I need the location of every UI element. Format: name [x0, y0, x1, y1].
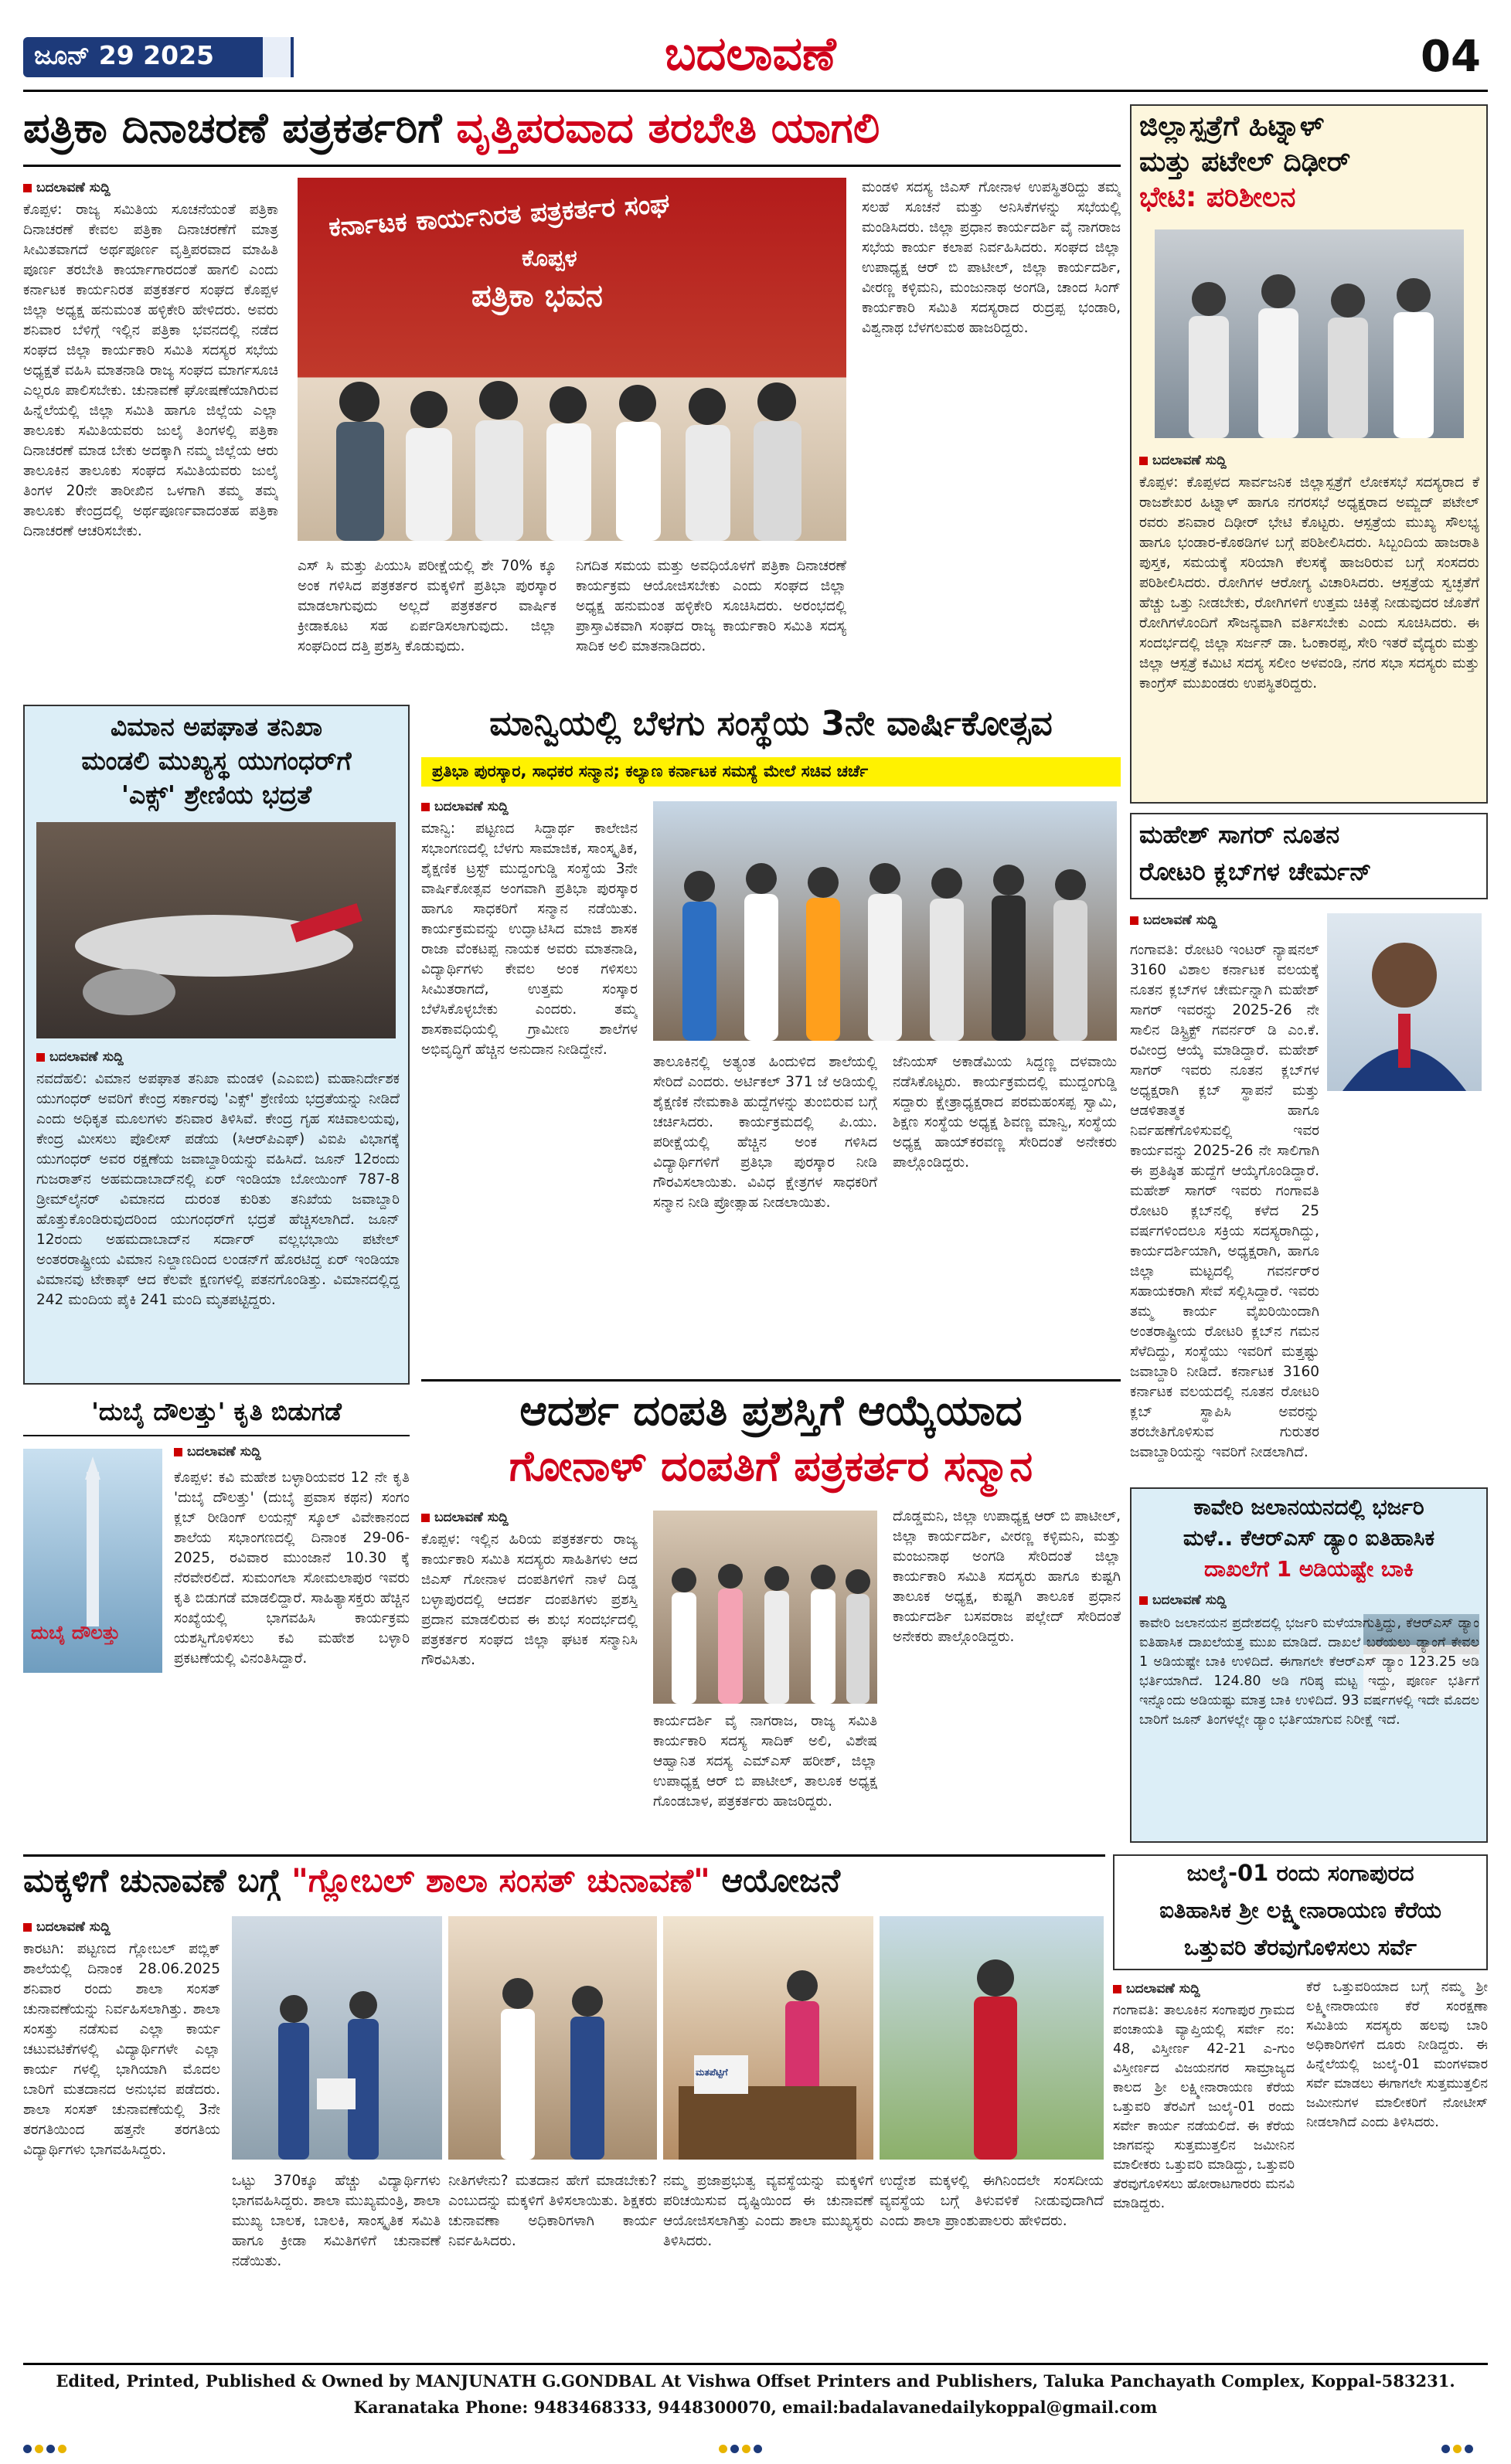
footer-line-2: Karanataka Phone: 9483468333, 9448300070, email:badalavanedailykoppal@gmail.com	[353, 2398, 1158, 2417]
july-headline-3: ಒತ್ತುವರಿ ತೆರವುಗೊಳಿಸಲು ಸರ್ವೆ	[1184, 1934, 1417, 1960]
manvi-col1-block	[421, 796, 638, 1368]
adarsha-col1-block	[421, 1507, 638, 1847]
byline: ಬದಲಾವಣೆ ಸುದ್ದಿ	[1139, 1592, 1479, 1608]
vimana-photo	[36, 822, 396, 1038]
lead-headline	[23, 104, 1121, 152]
adarsha-col2: ಕಾರ್ಯದರ್ಶಿ ವೈ ನಾಗರಾಜ, ರಾಜ್ಯ ಸಮಿತಿ ಕಾರ್ಯಕಾರಿ ಸದಸ್ಯ ಸಾದಿಕ್ ಅಲಿ, ವಿಶೇಷ ಆಹ್ವಾನಿತ ಸದಸ್ಯ ಎಮ್‌ಎಸ್ ಹರೀಶ್, ಜಿಲ್ಲಾ ಉಪಾಧ್ಯಕ್ಷ ಆರ್ ಬಿ ಪಾಟೀಲ್, ತಾಲೂಕ ಅಧ್ಯಕ್ಷ ಗೊಂಡಬಾಳ, ಪತ್ರಕರ್ತರು ಹಾಜರಿದ್ದರು.	[653, 1713, 877, 1810]
right-top-headline-2: ಮತ್ತು ಪಟೇಲ್ ದಿಢೀರ್	[1139, 146, 1351, 178]
right-top-text-block	[1139, 450, 1479, 797]
dubai-book-cover	[23, 1449, 162, 1673]
kaveri-headline-1: ಕಾವೇರಿ ಜಲಾನಯನದಲ್ಲಿ ಭರ್ಜರಿ	[1193, 1494, 1424, 1520]
photo-banner-line2: ಕೊಪ್ಪಳ	[522, 245, 577, 272]
dubai-rule	[23, 1435, 410, 1436]
lead-rule	[23, 165, 1121, 167]
right-top-headline-red: ಭೇಟಿ: ಪರಿಶೀಲನ	[1139, 182, 1296, 213]
school-photo-2	[448, 1916, 657, 2160]
july-col1: ಗಂಗಾವತಿ: ತಾಲೂಕಿನ ಸಂಗಾಪುರ ಗ್ರಾಮದ ಪಂಚಾಯತಿ ವ್ಯಾಪ್ತಿಯಲ್ಲಿ ಸರ್ವೇ ನಂ: 48, ವಿಸ್ತೀರ್ಣ 42-21 ಎ-ಗುಂ ವಿಸ್ತೀರ್ಣದ ವಿಜಯನಗರ ಸಾಮ್ರಾಜ್ಯದ ಕಾಲದ ಶ್ರೀ ಲಕ್ಷ್ಮೀನಾರಾಯಣ ಕೆರೆಯ ಒತ್ತುವರಿ ತೆರವಿಗೆ ಜುಲೈ-01 ರಂದು ಸರ್ವೇ ಕಾರ್ಯ ನಡೆಯಲಿದೆ. ಈ ಕೆರೆಯ ಜಾಗವನ್ನು ಸುತ್ತಮುತ್ತಲಿನ ಜಮೀನಿನ ಮಾಲೀಕರು ಒತ್ತುವರಿ ಮಾಡಿದ್ದು, ಒತ್ತುವರಿ ತೆರವುಗೊಳಿಸಲು ಹೋರಾಟಗಾರರು ಮನವಿ ಮಾಡಿದ್ದರು.	[1113, 2003, 1295, 2211]
vimana-story	[23, 705, 410, 1385]
vimana-headline-2: ಮಂಡಲಿ ಮುಖ್ಯಸ್ಥ ಯುಗಂಧರ್‌ಗೆ	[81, 746, 352, 776]
masthead	[0, 0, 1511, 93]
kaveri-byline-block	[1139, 1589, 1479, 1613]
adarsha-story	[421, 1379, 1121, 1851]
july-headline-2: ಐತಿಹಾಸಿಕ ಶ್ರೀ ಲಕ್ಷ್ಮೀನಾರಾಯಣ ಕೆರೆಯ	[1159, 1897, 1441, 1923]
july-story	[1113, 1854, 1488, 2357]
school-col1: ಕಾರಟಗಿ: ಪಟ್ಟಣದ ಗ್ಲೋಬಲ್ ಪಬ್ಲಿಕ್ ಶಾಲೆಯಲ್ಲಿ ದಿನಾಂಕ 28.06.2025 ಶನಿವಾರ ರಂದು ಶಾಲಾ ಸಂಸತ್ ಚುನಾವಣೆಯನ್ನು ನಿರ್ವಹಿಸಲಾಗಿತ್ತು. ಶಾಲಾ ಸಂಸತ್ತು ನಡೆಸುವ ಎಲ್ಲಾ ಕಾರ್ಯ ಚಟುವಟಿಕೆಗಳಲ್ಲಿ ವಿದ್ಯಾರ್ಥಿಗಳೇ ಎಲ್ಲಾ ಕಾರ್ಯ ಗಳಲ್ಲಿ ಭಾಗಿಯಾಗಿ ಮೊದಲ ಬಾರಿಗೆ ಮತದಾನದ ಅನುಭವ ಪಡೆದರು. ಶಾಲಾ ಸಂಸತ್ ಚುನಾವಣೆಯಲ್ಲಿ 3ನೇ ತರಗತಿಯಿಂದ ಹತ್ತನೇ ತರಗತಿಯ ವಿದ್ಯಾರ್ಥಿಗಳು ಭಾಗವಹಿಸಿದ್ದರು.	[23, 1941, 220, 2158]
school-photo-3	[663, 1916, 873, 2160]
school-col4: ನಮ್ಮ ಪ್ರಜಾಪ್ರಭುತ್ವ ವ್ಯವಸ್ಥೆಯನ್ನು ಮಕ್ಕಳಿಗೆ ಪರಿಚಯಿಸುವ ದೃಷ್ಟಿಯಿಂದ ಈ ಚುನಾವಣೆ ಆಯೋಜಿಸಲಾಗಿತ್ತು ಎಂದು ಶಾಲಾ ಮುಖ್ಯಸ್ಥರು ತಿಳಿಸಿದರು.	[663, 2173, 873, 2249]
vimana-text-block	[36, 1046, 400, 1378]
kaveri-headline-3: ದಾಖಲೆಗೆ 1 ಅಡಿಯಷ್ಟೇ ಬಾಕಿ	[1203, 1556, 1414, 1582]
footer-rule	[23, 2363, 1488, 2365]
school-story	[23, 1854, 1105, 2357]
mahesh-story	[1130, 813, 1488, 1477]
mahesh-portrait	[1327, 913, 1482, 1091]
adarsha-headline-1: ಆದರ್ಶ ದಂಪತಿ ಪ್ರಶಸ್ತಿಗೆ ಆಯ್ಕೆಯಾದ	[519, 1386, 1023, 1435]
page-number: 04	[1421, 32, 1481, 82]
lead-headline-red: ವೃತ್ತಿಪರವಾದ ತರಬೇತಿ ಯಾಗಲಿ	[456, 104, 880, 152]
school-headline-post: ಆಯೋಜನೆ	[721, 1861, 841, 1899]
byline: ಬದಲಾವಣೆ ಸುದ್ದಿ	[23, 180, 278, 195]
kaveri-story	[1130, 1487, 1488, 1843]
school-photo-1	[232, 1916, 442, 2160]
manvi-headline: ಮಾನ್ವಿಯಲ್ಲಿ ಬೆಳಗು ಸಂಸ್ಥೆಯ 3ನೇ ವಾರ್ಷಿಕೋತ್ಸವ	[489, 705, 1053, 743]
manvi-subhead: ಪ್ರತಿಭಾ ಪುರಸ್ಕಾರ, ಸಾಧಕರ ಸನ್ಮಾನ; ಕಲ್ಯಾಣ ಕರ್ನಾಟಕ ಸಮಸ್ಯೆ ಮೇಲೆ ಸಚಿವ ಚರ್ಚೆ	[432, 762, 869, 780]
photo-banner-line1: ಕರ್ನಾಟಕ ಕಾರ್ಯನಿರತ ಪತ್ರಕರ್ತರ ಸಂಘ	[328, 188, 671, 243]
adarsha-photo	[653, 1511, 877, 1704]
school-photo-4	[880, 1916, 1104, 2160]
school-top-rule	[23, 1854, 1105, 1857]
school-headline-red: "ಗ್ಲೋಬಲ್ ಶಾಲಾ ಸಂಸತ್ ಚುನಾವಣೆ"	[291, 1861, 710, 1899]
lead-photo	[298, 178, 846, 541]
mahesh-body: ಗಂಗಾವತಿ: ರೋಟರಿ ಇಂಟರ್ ನ್ಯಾಷನಲ್ 3160 ವಿಶಾಲ ಕರ್ನಾಟಕ ವಲಯಕ್ಕೆ ನೂತನ ಕ್ಲಬ್‌ಗಳ ಚೇರ್ಮನ್ನಾಗಿ ಮಹೇಶ್ ಸಾಗರ್ ಇವರನ್ನು 2025-26 ನೇ ಸಾಲಿನ ಡಿಸ್ಟ್ರಿಕ್ಟ್ ಗವರ್ನರ್ ಡಿ ಎಂ.ಕೆ. ರವೀಂದ್ರ ಆಯ್ಕೆ ಮಾಡಿದ್ದಾರೆ. ಮಹೇಶ್ ಸಾಗರ್ ಇವರು ನೂತನ ಕ್ಲಬ್‌ಗಳ ಅಧ್ಯಕ್ಷರಾಗಿ ಕ್ಲಬ್ ಸ್ಥಾಪನೆ ಮತ್ತು ಆಡಳಿತಾತ್ಮಕ ಹಾಗೂ ನಿರ್ವಹಣೆಗೊಳಿಸುವಲ್ಲಿ ಇವರ ಕಾರ್ಯವನ್ನು 2025-26 ನೇ ಸಾಲಿಗಾಗಿ ಈ ಪ್ರತಿಷ್ಠಿತ ಹುದ್ದೆಗೆ ಆಯ್ಕೆಗೊಂಡಿದ್ದಾರೆ. ಮಹೇಶ್ ಸಾಗರ್ ಇವರು ಗಂಗಾವತಿ ರೋಟರಿ ಕ್ಲಬ್‌ನಲ್ಲಿ ಕಳೆದ 25 ವರ್ಷಗಳಿಂದಲೂ ಸಕ್ರಿಯ ಸದಸ್ಯರಾಗಿದ್ದು, ಕಾರ್ಯದರ್ಶಿಯಾಗಿ, ಅಧ್ಯಕ್ಷರಾಗಿ, ಹಾಗೂ ಜಿಲ್ಲಾ ಮಟ್ಟದಲ್ಲಿ ಗವರ್ನರ್‌ರ ಸಹಾಯಕರಾಗಿ ಸೇವೆ ಸಲ್ಲಿಸಿದ್ದಾರೆ. ಇವರು ತಮ್ಮ ಕಾರ್ಯ ವೈಖರಿಯಿಂದಾಗಿ ಅಂತರಾಷ್ಟ್ರೀಯ ರೋಟರಿ ಕ್ಲಬ್‌ನ ಗಮನ ಸೆಳೆದಿದ್ದು, ಸಂಸ್ಥೆಯು ಇವರಿಗೆ ಮತ್ತಷ್ಟು ಜವಾಬ್ದಾರಿ ನೀಡಿದೆ. ಕರ್ನಾಟಕ 3160 ಕರ್ನಾಟಕ ವಲಯದಲ್ಲಿ ನೂತನ ರೋಟರಿ ಕ್ಲಬ್ ಸ್ಥಾಪಿಸಿ ಅವರನ್ನು ತರಬೇತಿಗೊಳಿಸುವ ಗುರುತರ ಜವಾಬ್ದಾರಿಯನ್ನು ಇವರಿಗೆ ನೀಡಲಾಗಿದೆ.	[1130, 942, 1319, 1460]
school-headline	[23, 1862, 1105, 1899]
byline: ಬದಲಾವಣೆ ಸುದ್ದಿ	[421, 1510, 638, 1525]
manvi-photo	[653, 801, 1117, 1041]
photo-banner-line3: ಪತ್ರಿಕಾ ಭವನ	[471, 278, 603, 314]
masthead-rule	[23, 90, 1488, 92]
byline: ಬದಲಾವಣೆ ಸುದ್ದಿ	[1113, 1981, 1295, 1997]
masthead-date: ಜೂನ್ 29 2025	[34, 40, 215, 70]
kaveri-headline-2: ಮಳೆ.. ಕೆಆರ್‌ಎಸ್ ಡ್ಯಾಂ ಐತಿಹಾಸಿಕ	[1183, 1525, 1435, 1551]
footer-line-1: Edited, Printed, Published & Owned by MANJUNATH G.GONDBAL At Vishwa Offset Printers and Publishers, Taluka Panchayath Complex, Koppal-583231.	[56, 2371, 1455, 2391]
school-headline-pre: ಮಕ್ಕಳಿಗೆ ಚುನಾವಣೆ ಬಗ್ಗೆ	[23, 1861, 281, 1899]
school-col3: ನೀತಿಗಳೇನು? ಮತದಾನ ಹೇಗೆ ಮಾಡಬೇಕು? ಎಂಬುದನ್ನು ಮಕ್ಕಳಿಗೆ ತಿಳಿಸಲಾಯಿತು. ಶಿಕ್ಷಕರು ಚುನಾವಣಾ ಅಧಿಕಾರಿಗಳಾಗಿ ಕಾರ್ಯ ನಿರ್ವಹಿಸಿದರು.	[448, 2173, 657, 2249]
school-col5: ಉದ್ದೇಶ ಮಕ್ಕಳಲ್ಲಿ ಈಗಿನಿಂದಲೇ ಸಂಸದೀಯ ವ್ಯವಸ್ಥೆಯ ಬಗ್ಗೆ ತಿಳುವಳಿಕೆ ನೀಡುವುದಾಗಿದೆ ಎಂದು ಶಾಲಾ ಪ್ರಾಂಶುಪಾಲರು ಹೇಳಿದರು.	[880, 2173, 1104, 2229]
dubai-story	[23, 1395, 410, 1851]
photo-people	[328, 355, 823, 541]
school-col2: ಒಟ್ಟು 370ಕ್ಕೂ ಹೆಚ್ಚು ವಿದ್ಯಾರ್ಥಿಗಳು ಭಾಗವಹಿಸಿದ್ದರು. ಶಾಲಾ ಮುಖ್ಯಮಂತ್ರಿ, ಶಾಲಾ ಮುಖ್ಯ ಬಾಲಕ, ಬಾಲಕಿ, ಸಾಂಸ್ಕೃತಿಕ ಸಮಿತಿ ಹಾಗೂ ಕ್ರೀಡಾ ಸಮಿತಿಗಳಿಗೆ ಚುನಾವಣೆ ನಡೆಯಿತು.	[232, 2173, 441, 2269]
lead-story	[23, 104, 1121, 699]
masthead-title: ಬದಲಾವಣೆ	[665, 27, 836, 81]
lead-column-1	[23, 177, 278, 695]
masthead-date-badge-edge	[263, 37, 294, 77]
july-col2: ಕೆರೆ ಒತ್ತುವರಿಯಾದ ಬಗ್ಗೆ ನಮ್ಮ ಶ್ರೀ ಲಕ್ಷ್ಮೀನಾರಾಯಣ ಕೆರೆ ಸಂರಕ್ಷಣಾ ಸಮಿತಿಯ ಸದಸ್ಯರು ಹಲವು ಬಾರಿ ಅಧಿಕಾರಿಗಳಿಗೆ ದೂರು ನೀಡಿದ್ದರು. ಈ ಹಿನ್ನೆಲೆಯಲ್ಲಿ ಜುಲೈ-01 ಮಂಗಳವಾರ ಸರ್ವೆ ಮಾಡಲು ಈಗಾಗಲೇ ಸುತ್ತಮುತ್ತಲಿನ ಜಮೀನುಗಳ ಮಾಲೀಕರಿಗೆ ನೋಟೀಸ್ ನೀಡಲಾಗಿದೆ ಎಂದು ತಿಳಿಸಿದರು.	[1306, 1980, 1488, 2130]
right-top-headline-1: ಜಿಲ್ಲಾಸ್ಪತ್ರೆಗೆ ಹಿಟ್ನಾಳ್	[1139, 110, 1324, 142]
lead-headline-black: ಪತ್ರಿಕಾ ದಿನಾಚರಣೆ ಪತ್ರಕರ್ತರಿಗೆ	[23, 104, 442, 152]
mahesh-headline-2: ರೋಟರಿ ಕ್ಲಬ್‌ಗಳ ಚೇರ್ಮನ್	[1139, 857, 1372, 886]
lead-col1-text: ಕೊಪ್ಪಳ: ರಾಜ್ಯ ಸಮಿತಿಯ ಸೂಚನೆಯಂತೆ ಪತ್ರಿಕಾ ದಿನಾಚರಣೆ ಕೇವಲ ಪತ್ರಿಕಾ ದಿನಾಚರಣೆಗೆ ಮಾತ್ರ ಸೀಮಿತವಾಗದೆ ಅರ್ಥಪೂರ್ಣ ವೃತ್ತಿಪರವಾದ ಮಾಹಿತಿ ಪೂರ್ಣ ತರಬೇತಿ ಕಾರ್ಯಾಗಾರದಂತೆ ಹಾಗಲಿ ಎಂದು ಕರ್ನಾಟಕ ಕಾರ್ಯನಿರತ ಪತ್ರಕರ್ತರ ಸಂಘದ ಕೊಪ್ಪಳ ಜಿಲ್ಲಾ ಅಧ್ಯಕ್ಷ ಹನುಮಂತ ಹಳ್ಳಿಕೇರಿ ಹೇಳಿದರು. ಅವರು ಶನಿವಾರ ಬೆಳಿಗ್ಗೆ ಇಲ್ಲಿನ ಪತ್ರಿಕಾ ಭವನದಲ್ಲಿ ನಡೆದ ಸಂಘದ ಜಿಲ್ಲಾ ಕಾರ್ಯಕಾರಿ ಸಮಿತಿ ಸದಸ್ಯರ ಸಭೆಯ ಅಧ್ಯಕ್ಷತೆ ವಹಿಸಿ ಮಾತನಾಡಿ ರಾಜ್ಯ ಸಂಘದ ಮಾರ್ಗಸೂಚಿ ಎಲ್ಲರೂ ಪಾಲಿಸಬೇಕು. ಚುನಾವಣೆ ಘೋಷಣೆಯಾಗಿರುವ ಹಿನ್ನೆಲೆಯಲ್ಲಿ ಜಿಲ್ಲಾ ಸಮಿತಿ ಹಾಗೂ ಜಿಲ್ಲೆಯ ಎಲ್ಲಾ ತಾಲೂಕು ಸಮಿತಿಯವರು ಜುಲೈ ತಿಂಗಳಲ್ಲಿ ಪತ್ರಿಕಾ ದಿನಾಚರಣೆ ಮಾಡ ಬೇಕು ಅದಕ್ಕಾಗಿ ನಮ್ಮ ಜಿಲ್ಲೆಯ ಆರು ತಾಲೂಕಿನ ತಾಲೂಕು ಸಂಘದ ಸಮಿತಿಯವರು ಜುಲೈ ತಿಂಗಳ 20ನೇ ತಾರೀಖಿನ ಒಳಗಾಗಿ ತಮ್ಮ ತಮ್ಮ ತಾಲೂಕು ಕೇಂದ್ರದಲ್ಲಿ ಅರ್ಥಪೂರ್ಣವಾದಂತಹ ಪತ್ರಿಕಾ ದಿನಾಚರಣೆ ಆಚರಿಸಬೇಕು.	[23, 202, 278, 539]
manvi-col1: ಮಾನ್ವಿ: ಪಟ್ಟಣದ ಸಿದ್ದಾರ್ಥ ಕಾಲೇಜಿನ ಸಭಾಂಗಣದಲ್ಲಿ ಬೆಳಗು ಸಾಮಾಜಿಕ, ಸಾಂಸ್ಕೃತಿಕ, ಶೈಕ್ಷಣಿಕ ಟ್ರಸ್ಟ್ ಮುದ್ದಂಗುಡ್ಡಿ ಸಂಸ್ಥೆಯ 3ನೇ ವಾರ್ಷಿಕೋತ್ಸವ ಅಂಗವಾಗಿ ಪ್ರತಿಭಾ ಪುರಸ್ಕಾರ ಹಾಗೂ ಸಾಧಕರಿಗೆ ಸನ್ಮಾನ ನಡೆಯಿತು. ಕಾರ್ಯಕ್ರಮವನ್ನು ಉದ್ಘಾಟಿಸಿದ ಮಾಜಿ ಶಾಸಕ ರಾಜಾ ವೆಂಕಟಪ್ಪ ನಾಯಕ ಅವರು ಮಾತನಾಡಿ, ವಿದ್ಯಾರ್ಥಿಗಳು ಕೇವಲ ಅಂಕ ಗಳಿಸಲು ಸೀಮಿತರಾಗದೆ, ಉತ್ತಮ ಸಂಸ್ಕಾರ ಬೆಳೆಸಿಕೊಳ್ಳಬೇಕು ಎಂದರು. ತಮ್ಮ ಶಾಸಕಾವಧಿಯಲ್ಲಿ ಗ್ರಾಮೀಣ ಶಾಲೆಗಳ ಅಭಿವೃದ್ಧಿಗೆ ಹೆಚ್ಚಿನ ಅನುದಾನ ನೀಡಿದ್ದೇನೆ.	[421, 821, 638, 1058]
lead-col4-text: ನಿಗದಿತ ಸಮಯ ಮತ್ತು ಅವಧಿಯೊಳಗೆ ಪತ್ರಿಕಾ ದಿನಾಚರಣೆ ಕಾರ್ಯಕ್ರಮ ಆಯೋಜಿಸಬೇಕು ಎಂದು ಸಂಘದ ಜಿಲ್ಲಾ ಅಧ್ಯಕ್ಷ ಹನುಮಂತ ಹಳ್ಳಿಕೇರಿ ಸೂಚಿಸಿದರು. ಅರಂಭದಲ್ಲಿ ಪ್ರಾಸ್ತಾವಿಕವಾಗಿ ಸಂಘದ ರಾಜ್ಯ ಕಾರ್ಯಕಾರಿ ಸಮಿತಿ ಸದಸ್ಯ ಸಾದಿಕ ಅಲಿ ಮಾತನಾಡಿದರು.	[576, 558, 846, 654]
adarsha-col1: ಕೊಪ್ಪಳ: ಇಲ್ಲಿನ ಹಿರಿಯ ಪತ್ರಕರ್ತರು ರಾಜ್ಯ ಕಾರ್ಯಕಾರಿ ಸಮಿತಿ ಸದಸ್ಯರು ಸಾಹಿತಿಗಳು ಆದ ಜಿಎಸ್ ಗೋನಾಳ ದಂಪತಿಗಳಿಗೆ ನಾಳೆ ದಿಡ್ಡ ಬಳ್ಳಾಪುರದಲ್ಲಿ ಆದರ್ಶ ದಂಪತಿಗಳು ಪ್ರಶಸ್ತಿ ಪ್ರದಾನ ಮಾಡಲಿರುವ ಈ ಶುಭ ಸಂದರ್ಭದಲ್ಲಿ ಪತ್ರಕರ್ತರ ಸಂಘದ ಜಿಲ್ಲಾ ಘಟಕ ಸನ್ಮಾನಿಸಿ ಗೌರವಿಸಿತು.	[421, 1531, 638, 1668]
dubai-book-title: ದುಬೈ ದೌಲತ್ತು	[31, 1622, 121, 1643]
manvi-col3: ಜೆನಿಯಸ್ ಅಕಾಡೆಮಿಯ ಸಿದ್ದಣ್ಣ ದಳವಾಯಿ ನಡೆಸಿಕೊಟ್ಟರು. ಕಾರ್ಯಕ್ರಮದಲ್ಲಿ ಮುದ್ದಂಗುಡ್ಡಿ ಸದ್ದಾರು ಕ್ಷೇತ್ರಾಧ್ಯಕ್ಷರಾದ ಪರಮಹಂಸಪ್ಪ ಸ್ವಾಮಿ, ಶಿಕ್ಷಣ ಸಂಸ್ಥೆಯ ಅಧ್ಯಕ್ಷ ಶಿವಣ್ಣ ಮಾನ್ವಿ, ಸಂಸ್ಥೆಯ ಅಧ್ಯಕ್ಷ ಹಾಯ್‌ಕರವಣ್ಣ ಸೇರಿದಂತೆ ಅನೇಕರು ಪಾಲ್ಗೊಂಡಿದ್ದರು.	[893, 1054, 1117, 1171]
right-top-body: ಕೊಪ್ಪಳ: ಕೊಪ್ಪಳದ ಸಾರ್ವಜನಿಕ ಜಿಲ್ಲಾಸ್ಪತ್ರೆಗೆ ಲೋಕಸಭೆ ಸದಸ್ಯರಾದ ಕೆ ರಾಜಶೇಖರ ಹಿಟ್ನಾಳ್ ಹಾಗೂ ನಗರಸಭೆ ಅಧ್ಯಕ್ಷರಾದ ಅಮ್ಜದ್ ಪಟೇಲ್ ರವರು ಶನಿವಾರ ದಿಢೀರ್ ಭೇಟಿ ಕೊಟ್ಟರು. ಆಸ್ಪತ್ರೆಯ ಮುಖ್ಯ ಸೌಲಭ್ಯ ಹಾಗೂ ಭಂಡಾರ-ಕೊಠಡಿಗಳ ಬಗ್ಗೆ ಪರಿಶೀಲಿಸಿದರು. ಸಿಬ್ಬಂದಿಯ ಹಾಜರಾತಿ ಪುಸ್ತಕ, ಸಮಯಕ್ಕೆ ಸರಿಯಾಗಿ ಕೆಲಸಕ್ಕೆ ಹಾಜರಿರುವ ಬಗ್ಗೆ ಸಂಸದರು ಪರಿಶೀಲಿಸಿದರು. ರೋಗಿಗಳ ಆರೋಗ್ಯ ವಿಚಾರಿಸಿದರು. ಆಸ್ಪತ್ರೆಯ ಸ್ವಚ್ಛತೆಗೆ ಹೆಚ್ಚು ಒತ್ತು ನೀಡಬೇಕು, ರೋಗಿಗಳಿಗೆ ಉತ್ತಮ ಚಿಕಿತ್ಸೆ ನೀಡುವುದರ ಜೊತೆಗೆ ರೋಗಿಗಳೊಂದಿಗೆ ಸೌಜನ್ಯವಾಗಿ ವರ್ತಿಸಬೇಕು ಎಂದು ಸೂಚಿಸಿದರು. ಈ ಸಂದರ್ಭದಲ್ಲಿ ಜಿಲ್ಲಾ ಸರ್ಜನ್ ಡಾ. ಓಂಕಾರಪ್ಪ, ಸೇರಿ ಇತರೆ ವೈದ್ಯರು ಮತ್ತು ಜಿಲ್ಲಾ ಆಸ್ಪತ್ರೆ ಕಮಿಟಿ ಸದಸ್ಯ ಸಲೀಂ ಅಳವಂಡಿ, ನಗರ ಸಭಾ ಸದಸ್ಯರು ಮತ್ತು ಕಾಂಗ್ರೆಸ್ ಮುಖಂಡರು ಉಪಸ್ಥಿತರಿದ್ದರು.	[1139, 474, 1479, 692]
footer-dots-right	[1441, 2442, 1476, 2456]
manvi-col2: ತಾಲೂಕಿನಲ್ಲಿ ಅತ್ಯಂತ ಹಿಂದುಳಿದ ಶಾಲೆಯಲ್ಲಿ ಸೇರಿದೆ ಎಂದರು. ಅರ್ಟಿಕಲ್ 371 ಜೆ ಅಡಿಯಲ್ಲಿ ಶೈಕ್ಷಣಿಕ ನೇಮಕಾತಿ ಹುದ್ದೆಗಳನ್ನು ತುಂಬಿರುವ ಬಗ್ಗೆ ಚರ್ಚಿಸಿದರು. ಕಾರ್ಯಕ್ರಮದಲ್ಲಿ ಪಿ.ಯು. ಪರೀಕ್ಷೆಯಲ್ಲಿ ಹೆಚ್ಚಿನ ಅಂಕ ಗಳಿಸಿದ ವಿದ್ಯಾರ್ಥಿಗಳಿಗೆ ಪ್ರತಿಭಾ ಪುರಸ್ಕಾರ ನೀಡಿ ಗೌರವಿಸಲಾಯಿತು. ವಿವಿಧ ಕ್ಷೇತ್ರಗಳ ಸಾಧಕರಿಗೆ ಸನ್ಮಾನ ನೀಡಿ ಪ್ರೋತ್ಸಾಹ ನೀಡಲಾಯಿತು.	[653, 1054, 877, 1211]
adarsha-col3: ದೊಡ್ಡಮನಿ, ಜಿಲ್ಲಾ ಉಪಾಧ್ಯಕ್ಷ ಆರ್ ಬಿ ಪಾಟೀಲ್, ಜಿಲ್ಲಾ ಕಾರ್ಯದರ್ಶಿ, ವೀರಣ್ಣ ಕಳ್ಳಿಮನಿ, ಮತ್ತು ಮಂಜುನಾಥ ಅಂಗಡಿ ಸೇರಿದಂತೆ ಜಿಲ್ಲಾ ಕಾರ್ಯಕಾರಿ ಸಮಿತಿ ಸದಸ್ಯರು ಹಾಗೂ ಕುಷ್ಟಗಿ ತಾಲೂಕ ಅಧ್ಯಕ್ಷ, ಕುಷ್ಟಗಿ ತಾಲೂಕ ಪ್ರಧಾನ ಕಾರ್ಯದರ್ಶಿ ಬಸವರಾಜ ಪಲ್ಲೇದ್ ಸೇರಿದಂತೆ ಅನೇಕರು ಪಾಲ್ಗೊಂಡಿದ್ದರು.	[893, 1508, 1121, 1645]
byline: ಬದಲಾವಣೆ ಸುದ್ದಿ	[421, 799, 638, 814]
right-top-photo	[1155, 229, 1464, 438]
lead-col5-text: ಮಂಡಳಿ ಸದಸ್ಯ ಜಿಎಸ್ ಗೋನಾಳ ಉಪಸ್ಥಿತರಿದ್ದು ತಮ್ಮ ಸಲಹೆ ಸೂಚನೆ ಮತ್ತು ಅನಿಸಿಕೆಗಳನ್ನು ಸಭೆಯಲ್ಲಿ ಮಂಡಿಸಿದರು. ಜಿಲ್ಲಾ ಪ್ರಧಾನ ಕಾರ್ಯದರ್ಶಿ ವೈ ನಾಗರಾಜ ಸಭೆಯ ಕಾರ್ಯ ಕಲಾಪ ನಿರ್ವಹಿಸಿದರು. ಸಂಘದ ಜಿಲ್ಲಾ ಉಪಾಧ್ಯಕ್ಷ ಆರ್ ಬಿ ಪಾಟೀಲ್, ಜಿಲ್ಲಾ ಕಾರ್ಯದರ್ಶಿ, ವೀರಣ್ಣ ಕಳ್ಳಿಮನಿ, ಮಂಜುನಾಥ ಅಂಗಡಿ, ಚಾಂದ ಸಿಂಗ್ ಕಾರ್ಯಕಾರಿ ಸಮಿತಿ ಸದಸ್ಯರಾದ ರುದ್ರಪ್ಪ ಭಂಡಾರಿ, ವಿಶ್ವನಾಥ ಬೆಳಗಲಮಠ ಹಾಜರಿದ್ದರು.	[862, 179, 1121, 336]
dubai-body: ಕೊಪ್ಪಳ: ಕವಿ ಮಹೇಶ ಬಳ್ಳಾರಿಯವರ 12 ನೇ ಕೃತಿ 'ದುಬೈ ದೌಲತ್ತು' (ದುಬೈ ಪ್ರವಾಸ ಕಥನ) ಸಂಗಂ ಕ್ಲಬ್ ರೀಡಿಂಗ್ ಲಯನ್ಸ್ ಸ್ಕೂಲ್ ವಿವೇಕಾನಂದ ಶಾಲೆಯ ಸಭಾಂಗಣದಲ್ಲಿ ದಿನಾಂಕ 29-06-2025, ರವಿವಾರ ಮುಂಜಾನೆ 10.30 ಕ್ಕೆ ನೆರವೇರಲಿದೆ. ಸುಮಂಗಲಾ ಸೋಮಲಾಪುರ ಇವರು ಕೃತಿ ಬಿಡುಗಡೆ ಮಾಡಲಿದ್ದಾರೆ. ಸಾಹಿತ್ಯಾಸಕ್ತರು ಹೆಚ್ಚಿನ ಸಂಖ್ಯೆಯಲ್ಲಿ ಭಾಗವಹಿಸಿ ಕಾರ್ಯಕ್ರಮ ಯಶಸ್ವಿಗೊಳಿಸಲು ಕವಿ ಮಹೇಶ ಬಳ್ಳಾರಿ ಪ್ರಕಟಣೆಯಲ್ಲಿ ವಿನಂತಿಸಿದ್ದಾರೆ.	[174, 1470, 410, 1667]
adarsha-top-rule	[421, 1379, 1121, 1382]
school-ballot-label: ಮತಪೆಟ್ಟಿಗೆ	[696, 2067, 728, 2078]
july-col1-block	[1113, 1978, 1295, 2353]
school-col1-block	[23, 1916, 220, 2353]
dubai-headline: 'ದುಬೈ ದೌಲತ್ತು' ಕೃತಿ ಬಿಡುಗಡೆ	[91, 1397, 342, 1426]
byline: ಬದಲಾವಣೆ ಸುದ್ದಿ	[36, 1049, 400, 1065]
footer-dots-left	[23, 2442, 70, 2456]
vimana-headline-1: ವಿಮಾನ ಅಪಘಾತ ತನಿಖಾ	[111, 712, 322, 742]
footer-dots-center	[719, 2442, 765, 2456]
byline: ಬದಲಾವಣೆ ಸುದ್ದಿ	[1139, 453, 1479, 468]
byline: ಬದಲಾವಣೆ ಸುದ್ದಿ	[23, 1919, 220, 1935]
july-headline-1: ಜುಲೈ-01 ರಂದು ಸಂಗಾಪುರದ	[1186, 1860, 1414, 1886]
kaveri-body: ಕಾವೇರಿ ಜಲಾನಯನ ಪ್ರದೇಶದಲ್ಲಿ ಭರ್ಜರಿ ಮಳೆಯಾಗುತ್ತಿದ್ದು, ಕೆಆರ್‌ಎಸ್ ಡ್ಯಾಂ ಐತಿಹಾಸಿಕ ದಾಖಲೆಯತ್ತ ಮುಖ ಮಾಡಿದೆ. ದಾಖಲೆ ಬರೆಯಲು ಡ್ಯಾಂಗೆ ಕೇವಲ 1 ಅಡಿಯಷ್ಟೇ ಬಾಕಿ ಉಳಿದಿದೆ. ಈಗಾಗಲೇ ಕೆಆರ್‌ಎಸ್ ಡ್ಯಾಂ 123.25 ಅಡಿ ಭರ್ತಿಯಾಗಿದೆ. 124.80 ಅಡಿ ಗರಿಷ್ಠ ಮಟ್ಟ ಇದ್ದು, ಪೂರ್ಣ ಭರ್ತಿಗೆ ಇನ್ನೊಂದು ಅಡಿಯಷ್ಟು ಮಾತ್ರ ಬಾಕಿ ಉಳಿದಿದೆ. 93 ವರ್ಷಗಳಲ್ಲಿ ಇದೇ ಮೊದಲ ಬಾರಿಗೆ ಜೂನ್ ತಿಂಗಳಲ್ಲೇ ಡ್ಯಾಂ ಭರ್ತಿಯಾಗುವ ನಿರೀಕ್ಷೆ ಇದೆ.	[1139, 1616, 1479, 1728]
manvi-story	[421, 705, 1121, 1369]
mahesh-headline-1: ಮಹೇಶ್ ಸಾಗರ್ ನೂತನ	[1139, 820, 1340, 849]
right-top-story	[1130, 104, 1488, 804]
adarsha-headline-2: ಗೋನಾಳ್ ದಂಪತಿಗೆ ಪತ್ರಕರ್ತರ ಸನ್ಮಾನ	[509, 1442, 1033, 1490]
vimana-body: ನವದೆಹಲಿ: ವಿಮಾನ ಅಪಘಾತ ತನಿಖಾ ಮಂಡಳಿ (ಎಎಐಬಿ) ಮಹಾನಿರ್ದೇಶಕ ಯುಗಂಧರ್ ಅವರಿಗೆ ಕೇಂದ್ರ ಸರ್ಕಾರವು 'ಎಕ್ಸ್' ಶ್ರೇಣಿಯ ಭದ್ರತೆಯನ್ನು ನೀಡಿದೆ ಎಂದು ಅಧಿಕೃತ ಮೂಲಗಳು ಶನಿವಾರ ತಿಳಿಸಿವೆ. ಕೇಂದ್ರ ಗೃಹ ಸಚಿವಾಲಯವು, ಕೇಂದ್ರ ಮೀಸಲು ಪೊಲೀಸ್ ಪಡೆಯ (ಸಿಆರ್‌ಪಿಎಫ್) ವಿಐಪಿ ವಿಭಾಗಕ್ಕೆ ಯುಗಂಧರ್ ಅವರ ರಕ್ಷಣೆಯ ಜವಾಬ್ದಾರಿಯನ್ನು ವಹಿಸಿದೆ. ಜೂನ್ 12ರಂದು ಗುಜರಾತ್‌ನ ಅಹಮದಾಬಾದ್‌ನಲ್ಲಿ ಏರ್ ಇಂಡಿಯಾ ಬೋಯಿಂಗ್ 787-8 ಡ್ರೀಮ್‌ಲೈನರ್ ವಿಮಾನದ ದುರಂತ ಕುರಿತು ತನಿಖೆಯ ಜವಾಬ್ದಾರಿ ಹೊತ್ತುಕೊಂಡಿರುವುದರಿಂದ ಯುಗಂಧರ್‌ಗೆ ಭದ್ರತೆ ಹೆಚ್ಚಿಸಲಾಗಿದೆ. ಜೂನ್ 12ರಂದು ಅಹಮದಾಬಾದ್‌ನ ಸರ್ದಾರ್ ವಲ್ಲಭಭಾಯಿ ಪಟೇಲ್ ಅಂತರರಾಷ್ಟ್ರೀಯ ವಿಮಾನ ನಿಲ್ದಾಣದಿಂದ ಲಂಡನ್‌ಗೆ ಹೊರಟಿದ್ದ ಏರ್ ಇಂಡಿಯಾ ವಿಮಾನವು ಟೇಕಾಫ್ ಆದ ಕೆಲವೇ ಕ್ಷಣಗಳಲ್ಲಿ ಪತನಗೊಂಡಿತ್ತು. ವಿಮಾನದಲ್ಲಿದ್ದ 242 ಮಂದಿಯ ಪೈಕಿ 241 ಮಂದಿ ಮೃತಪಟ್ಟಿದ್ದರು.	[36, 1071, 400, 1308]
byline: ಬದಲಾವಣೆ ಸುದ್ದಿ	[1130, 913, 1319, 928]
vimana-headline-3: 'ಎಕ್ಸ್' ಶ್ರೇಣಿಯ ಭದ್ರತೆ	[121, 780, 312, 810]
lead-col3-text: ಎಸ್ ಸಿ ಮತ್ತು ಪಿಯುಸಿ ಪರೀಕ್ಷೆಯಲ್ಲಿ ಶೇ 70% ಕ್ಕೂ ಅಂಕ ಗಳಿಸಿದ ಪತ್ರಕರ್ತರ ಮಕ್ಕಳಿಗೆ ಪ್ರತಿಭಾ ಪುರಸ್ಕಾರ ಮಾಡಲಾಗುವುದು ಅಲ್ಲದೆ ಪತ್ರಕರ್ತರ ವಾರ್ಷಿಕ ಕ್ರೀಡಾಕೂಟ ಸಹ ಏರ್ಪಡಿಸಲಾಗುವುದು. ಜಿಲ್ಲಾ ಸಂಘದಿಂದ ದತ್ತಿ ಪ್ರಶಸ್ತಿ ಕೊಡುವುದು.	[298, 558, 556, 654]
byline: ಬದಲಾವಣೆ ಸುದ್ದಿ	[174, 1444, 410, 1460]
